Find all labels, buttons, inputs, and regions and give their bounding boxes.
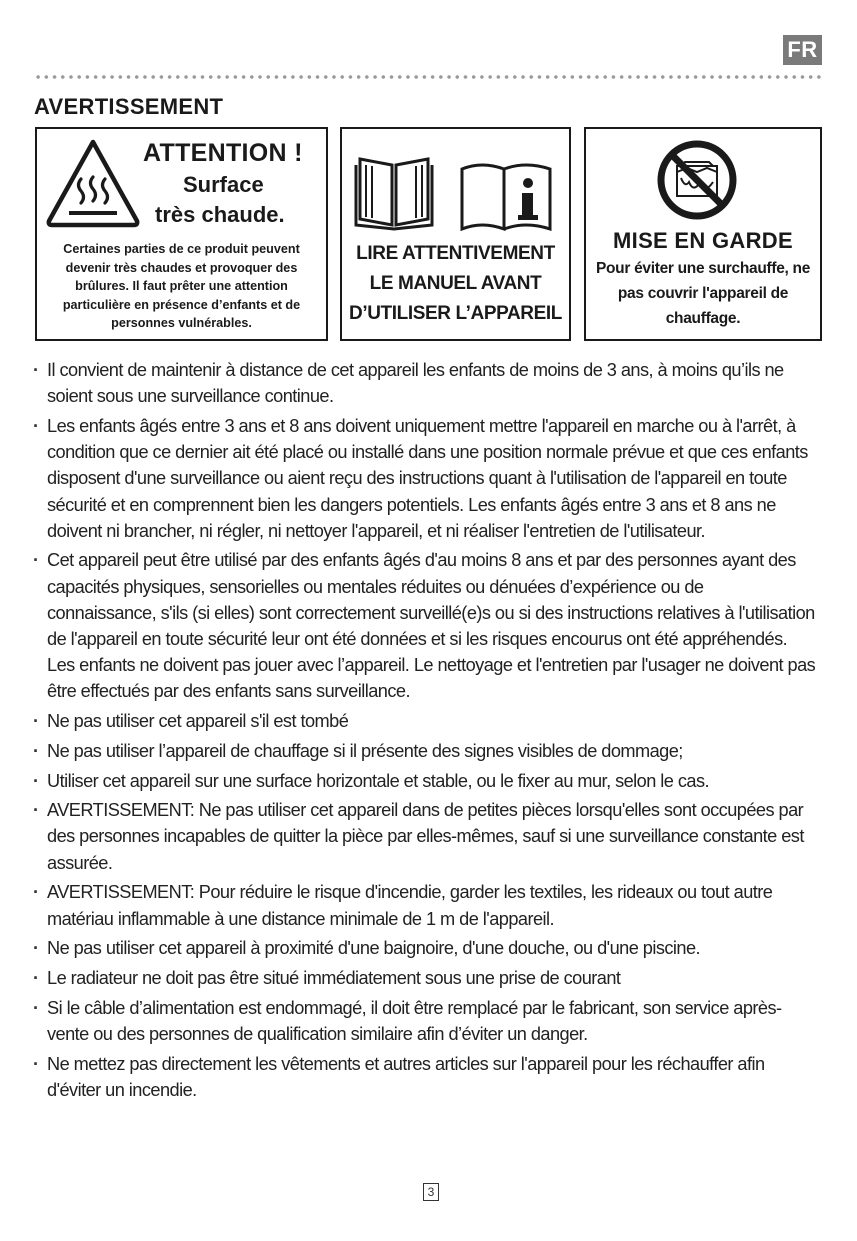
mise-en-garde-box [584,127,822,341]
language-badge: FR [783,35,822,65]
warning-item: · Ne pas utiliser l’appareil de chauffage si il présente des signes visibles de dommage; [33,738,817,764]
attention-subtitle-line1: Surface [183,172,264,197]
attention-subtitle-line2: très chaude. [155,202,285,227]
warning-item: · Le radiateur ne doit pas être situé immédiatement sous une prise de courant [33,965,817,991]
hot-surface-warning-icon [45,137,141,229]
warning-item: · Ne mettez pas directement les vêtements et autres articles sur l'appareil pour les réchauffer afin d'éviter un incendie. [33,1051,817,1103]
read-manual-box [340,127,571,341]
page-number: 3 [423,1183,439,1201]
read-manual-line3: D’UTILISER L’APPAREIL [349,303,562,324]
open-book-icon [354,151,434,231]
section-title: AVERTISSEMENT [34,94,224,119]
read-manual-line2: LE MANUEL AVANT [369,273,542,294]
info-book-icon [458,151,554,231]
warning-item: · Si le câble d’alimentation est endommagé, il doit être remplacé par le fabricant, son service après-vente ou des personnes de qualification similaire afin d’éviter un danger. [33,995,817,1047]
mise-en-garde-title: MISE EN GARDE [613,228,793,253]
warning-item: · Ne pas utiliser cet appareil à proximité d'une baignoire, d'une douche, ou d'une piscine. [33,935,817,961]
warning-item: · Cet appareil peut être utilisé par des enfants âgés d'au moins 8 ans et par des personnes ayant des capacités physiques, sensorielles ou mentales réduites ou dénuées d’expérience ou de connaissance, s'ils (si elles) sont correctement surveillé(e)s ou si des instructions relatives à l'utilisation de l'appareil en toute sécurité leur ont été données et si les risques encourus ont été appréhendés. Les enfants ne doivent pas jouer avec l’appareil. Le nettoyage et l'entretien par l'usager ne doivent pas être effectués par des enfants sans surveillance. [33,547,817,704]
attention-description: Certaines parties de ce produit peuvent devenir très chaudes et provoquer des brûlures. Il faut prêter une attention particulière en présence d’enfants et de personnes vulnérables. [62,242,301,330]
warning-item: · Il convient de maintenir à distance de cet appareil les enfants de moins de 3 ans, à moins qu’ils ne soient sous une surveillance continue. [33,357,817,409]
warning-item: · AVERTISSEMENT: Pour réduire le risque d'incendie, garder les textiles, les rideaux ou tout autre matériau inflammable à une distance minimale de 1 m de l'appareil. [33,879,817,931]
read-manual-text [346,239,565,329]
attention-title: ATTENTION ! [143,139,303,167]
attention-box [35,127,328,341]
dotted-divider [34,74,824,80]
mise-en-garde-text: Pour éviter une surchauffe, ne pas couvrir l'appareil de chauffage. [595,260,811,327]
warning-item: · Ne pas utiliser cet appareil s'il est tombé [33,708,817,734]
read-manual-line1: LIRE ATTENTIVEMENT [356,243,555,264]
warning-item: · AVERTISSEMENT: Ne pas utiliser cet appareil dans de petites pièces lorsqu'elles sont occupées par des personnes incapables de quitter la pièce par elles-mêmes, sauf si une surveillance constante est assurée. [33,797,817,876]
warning-list [33,357,817,1106]
do-not-cover-icon [655,138,739,222]
warning-item: · Utiliser cet appareil sur une surface horizontale et stable, ou le fixer au mur, selon le cas. [33,768,817,794]
warning-item: · Les enfants âgés entre 3 ans et 8 ans doivent uniquement mettre l'appareil en marche ou à l'arrêt, à condition que ce dernier ait été placé ou installé dans une position normale prévue et que ces enfants disposent d'une surveillance ou aient reçu des instructions quant à l'utilisation de l'appareil en toute sécurité et en comprennent bien les dangers potentiels. Les enfants âgés entre 3 ans et 8 ans ne doivent ni brancher, ni régler, ni nettoyer l'appareil, et ni réaliser l'entretien de l'utilisateur. [33,413,817,544]
